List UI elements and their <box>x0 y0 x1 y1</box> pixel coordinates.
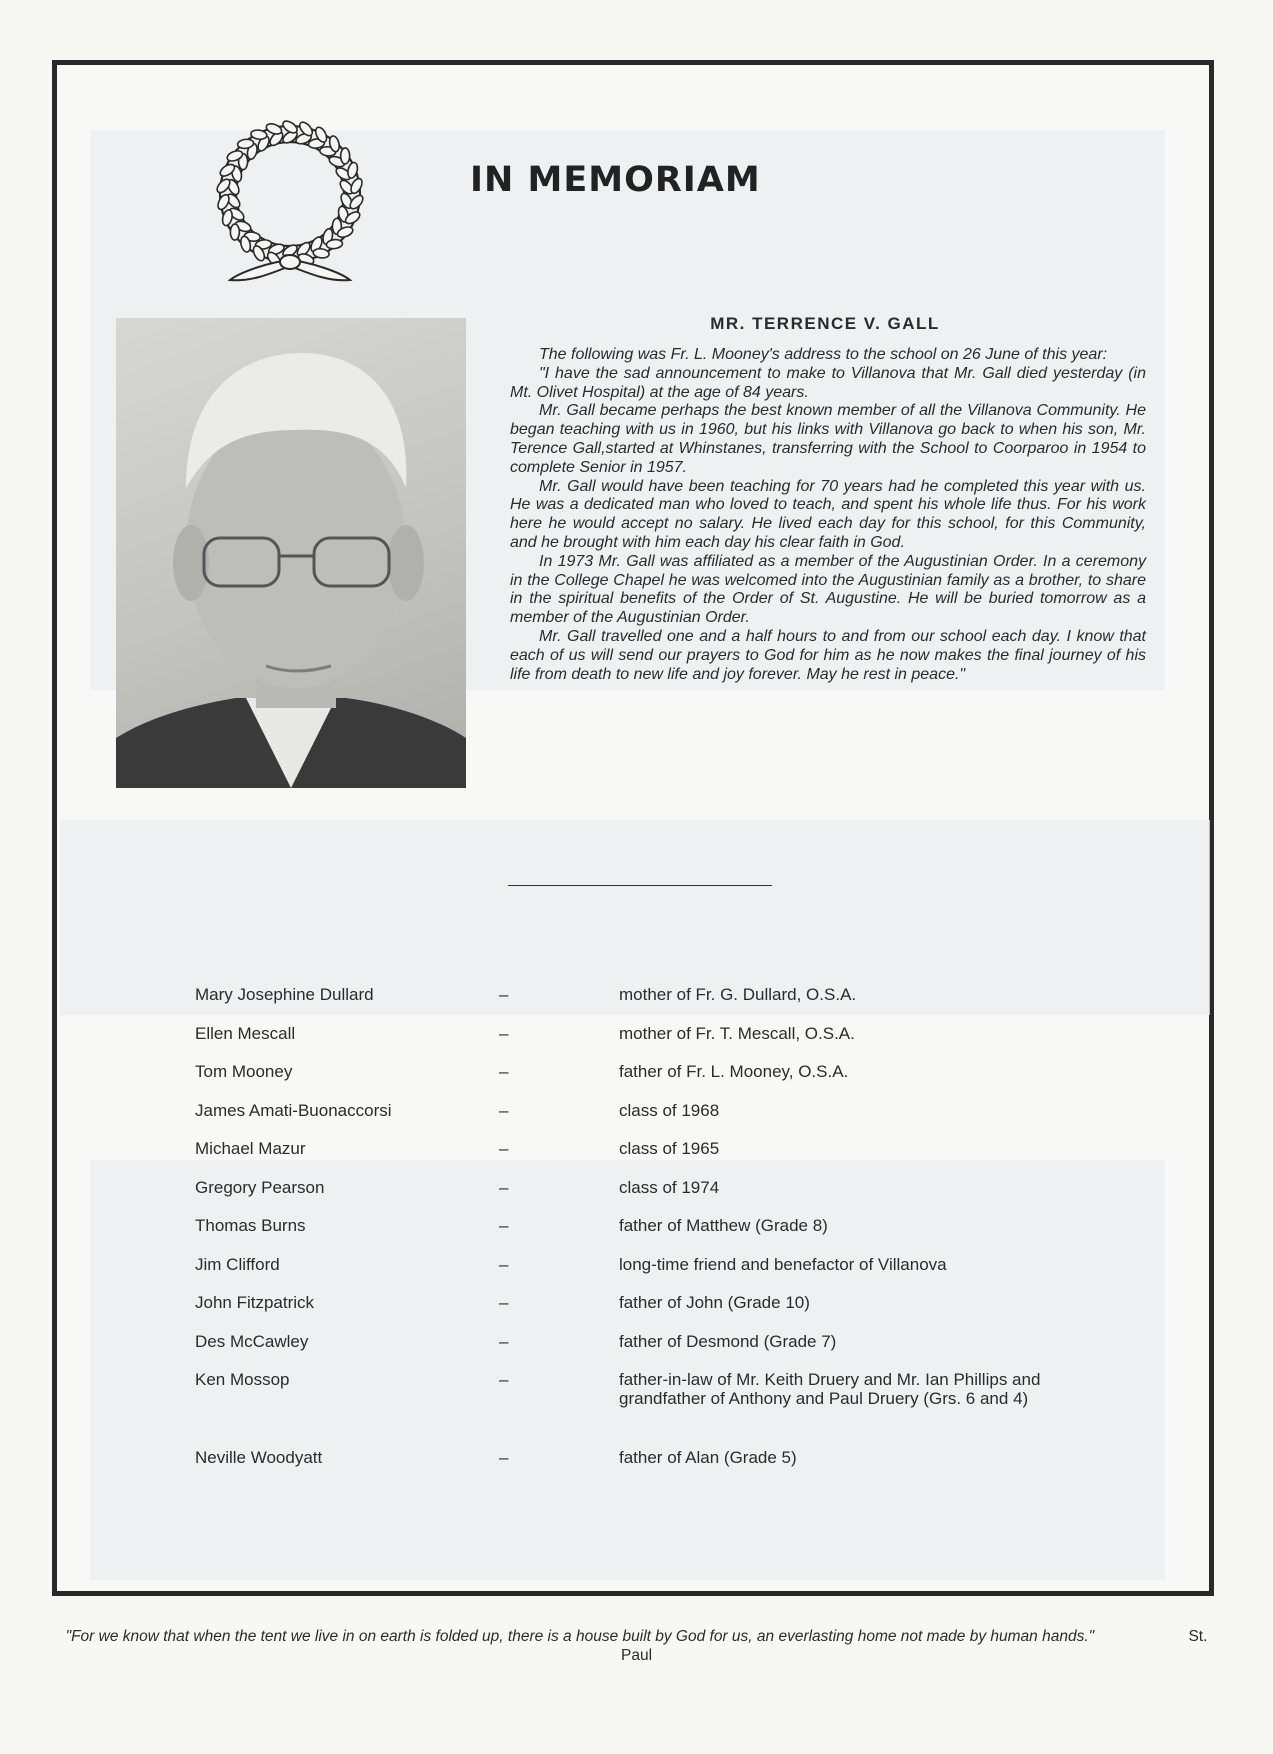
wreath-leaf <box>215 177 232 195</box>
person-relation: class of 1974 <box>619 1177 720 1197</box>
dash-separator: – <box>499 1293 509 1312</box>
dash-separator: – <box>499 1448 509 1467</box>
section-divider <box>508 885 772 886</box>
person-relation: father-in-law of Mr. Keith Druery and Mr. Ian Phillips and grandfather of Anthony and Paul Druery (Grs. 6 and 4) <box>619 1370 1041 1408</box>
list-item <box>195 1024 1155 1063</box>
list-item <box>195 1101 1155 1140</box>
list-item <box>195 985 1155 1024</box>
person-relation: mother of Fr. T. Mescall, O.S.A. <box>619 1023 855 1043</box>
footer-quote <box>50 1627 1223 1665</box>
person-relation: father of Alan (Grade 5) <box>619 1448 797 1467</box>
laurel-wreath-icon <box>200 112 380 292</box>
dash-separator: – <box>499 985 509 1004</box>
dash-separator: – <box>499 1062 509 1081</box>
dash-separator: – <box>499 1023 509 1043</box>
list-item <box>195 1332 1155 1371</box>
person-relation: father of Desmond (Grade 7) <box>619 1331 837 1351</box>
wreath-leaf <box>265 122 283 136</box>
address-paragraph: In 1973 Mr. Gall was affiliated as a member of the Augustinian Order. In a ceremony in the College Chapel he was welcomed into the Augustinian family as a brother, to share in the spiritual benefits of the Order of St. Augustine. He will be buried tomorrow as a member of the Augustinian Order. <box>510 552 1146 627</box>
person-relation: father of John (Grade 10) <box>619 1293 810 1312</box>
person-name: Michael Mazur <box>195 1139 306 1158</box>
person-relation: class of 1968 <box>619 1100 720 1120</box>
wreath-leaf <box>281 119 299 136</box>
remembered-list <box>195 985 1155 1487</box>
page-title: IN MEMORIAM <box>470 160 761 200</box>
address-paragraph: Mr. Gall travelled one and a half hours to and from our school each day. I know that each of us will send our prayers to God for him as he now makes the final journey of his life from death to new life and joy forever. May he rest in peace." <box>510 627 1146 683</box>
person-relation: long-time friend and benefactor of Villanova <box>619 1254 947 1274</box>
portrait-photo <box>116 318 466 788</box>
person-relation: father of Matthew (Grade 8) <box>619 1216 828 1235</box>
dash-separator: – <box>499 1254 509 1274</box>
tribute-name: MR. TERRENCE V. GALL <box>710 314 940 333</box>
list-item <box>195 1448 1155 1487</box>
dash-separator: – <box>499 1370 509 1389</box>
address-paragraph: "I have the sad announcement to make to Villanova that Mr. Gall died yesterday (in Mt. Olivet Hospital) at the age of 84 years. <box>510 364 1146 401</box>
person-name: Ken Mossop <box>195 1370 290 1389</box>
dash-separator: – <box>499 1139 509 1158</box>
address-paragraph: The following was Fr. L. Mooney's address to the school on 26 June of this year: <box>539 346 1108 363</box>
person-name: Ellen Mescall <box>195 1023 296 1043</box>
tribute-address <box>510 346 1146 684</box>
dash-separator: – <box>499 1177 509 1197</box>
dash-separator: – <box>499 1331 509 1351</box>
person-relation: mother of Fr. G. Dullard, O.S.A. <box>619 985 857 1004</box>
list-item <box>195 1139 1155 1178</box>
person-name: Mary Josephine Dullard <box>195 985 374 1004</box>
person-name: Jim Clifford <box>195 1254 280 1274</box>
dash-separator: – <box>499 1100 509 1120</box>
address-paragraph: Mr. Gall became perhaps the best known member of all the Villanova Community. He began teaching with us in 1960, but his links with Villanova go back to when his son, Mr. Terence Gall,started at Whinstanes, transferring with the School to Coorparoo in 1954 to complete Senior in 1957. <box>510 402 1146 476</box>
person-name: Thomas Burns <box>195 1216 306 1235</box>
address-paragraph: Mr. Gall would have been teaching for 70 years had he completed this year with us. He was a dedicated man who loved to teach, and spent his whole life thus. For his work here he would accept no salary. He lived each day for this school, for this Community, and he brought with him each day his clear faith in God. <box>510 477 1146 551</box>
wreath-leaf <box>348 193 365 211</box>
person-relation: class of 1965 <box>619 1139 720 1158</box>
list-item <box>195 1062 1155 1101</box>
person-name: Tom Mooney <box>195 1062 293 1081</box>
person-name: Des McCawley <box>195 1331 309 1351</box>
person-name: Gregory Pearson <box>195 1177 325 1197</box>
list-item <box>195 1255 1155 1294</box>
list-item <box>195 1370 1155 1448</box>
person-name: John Fitzpatrick <box>195 1293 315 1312</box>
wreath-leaf <box>216 193 231 211</box>
quote-text: "For we know that when the tent we live in on earth is folded up, there is a house built by God for us, an everlasting home not made by human hands." <box>65 1628 1095 1645</box>
quote-attribution: St. Paul <box>620 1628 1208 1664</box>
wreath-leaf <box>349 177 364 195</box>
person-name: Neville Woodyatt <box>195 1448 323 1467</box>
person-name: James Amati-Buonaccorsi <box>195 1100 392 1120</box>
wreath-leaf <box>230 224 239 240</box>
person-relation: father of Fr. L. Mooney, O.S.A. <box>619 1062 849 1081</box>
wreath-leaf <box>341 148 350 164</box>
list-item <box>195 1178 1155 1217</box>
dash-separator: – <box>499 1216 509 1235</box>
list-item <box>195 1216 1155 1255</box>
list-item <box>195 1293 1155 1332</box>
